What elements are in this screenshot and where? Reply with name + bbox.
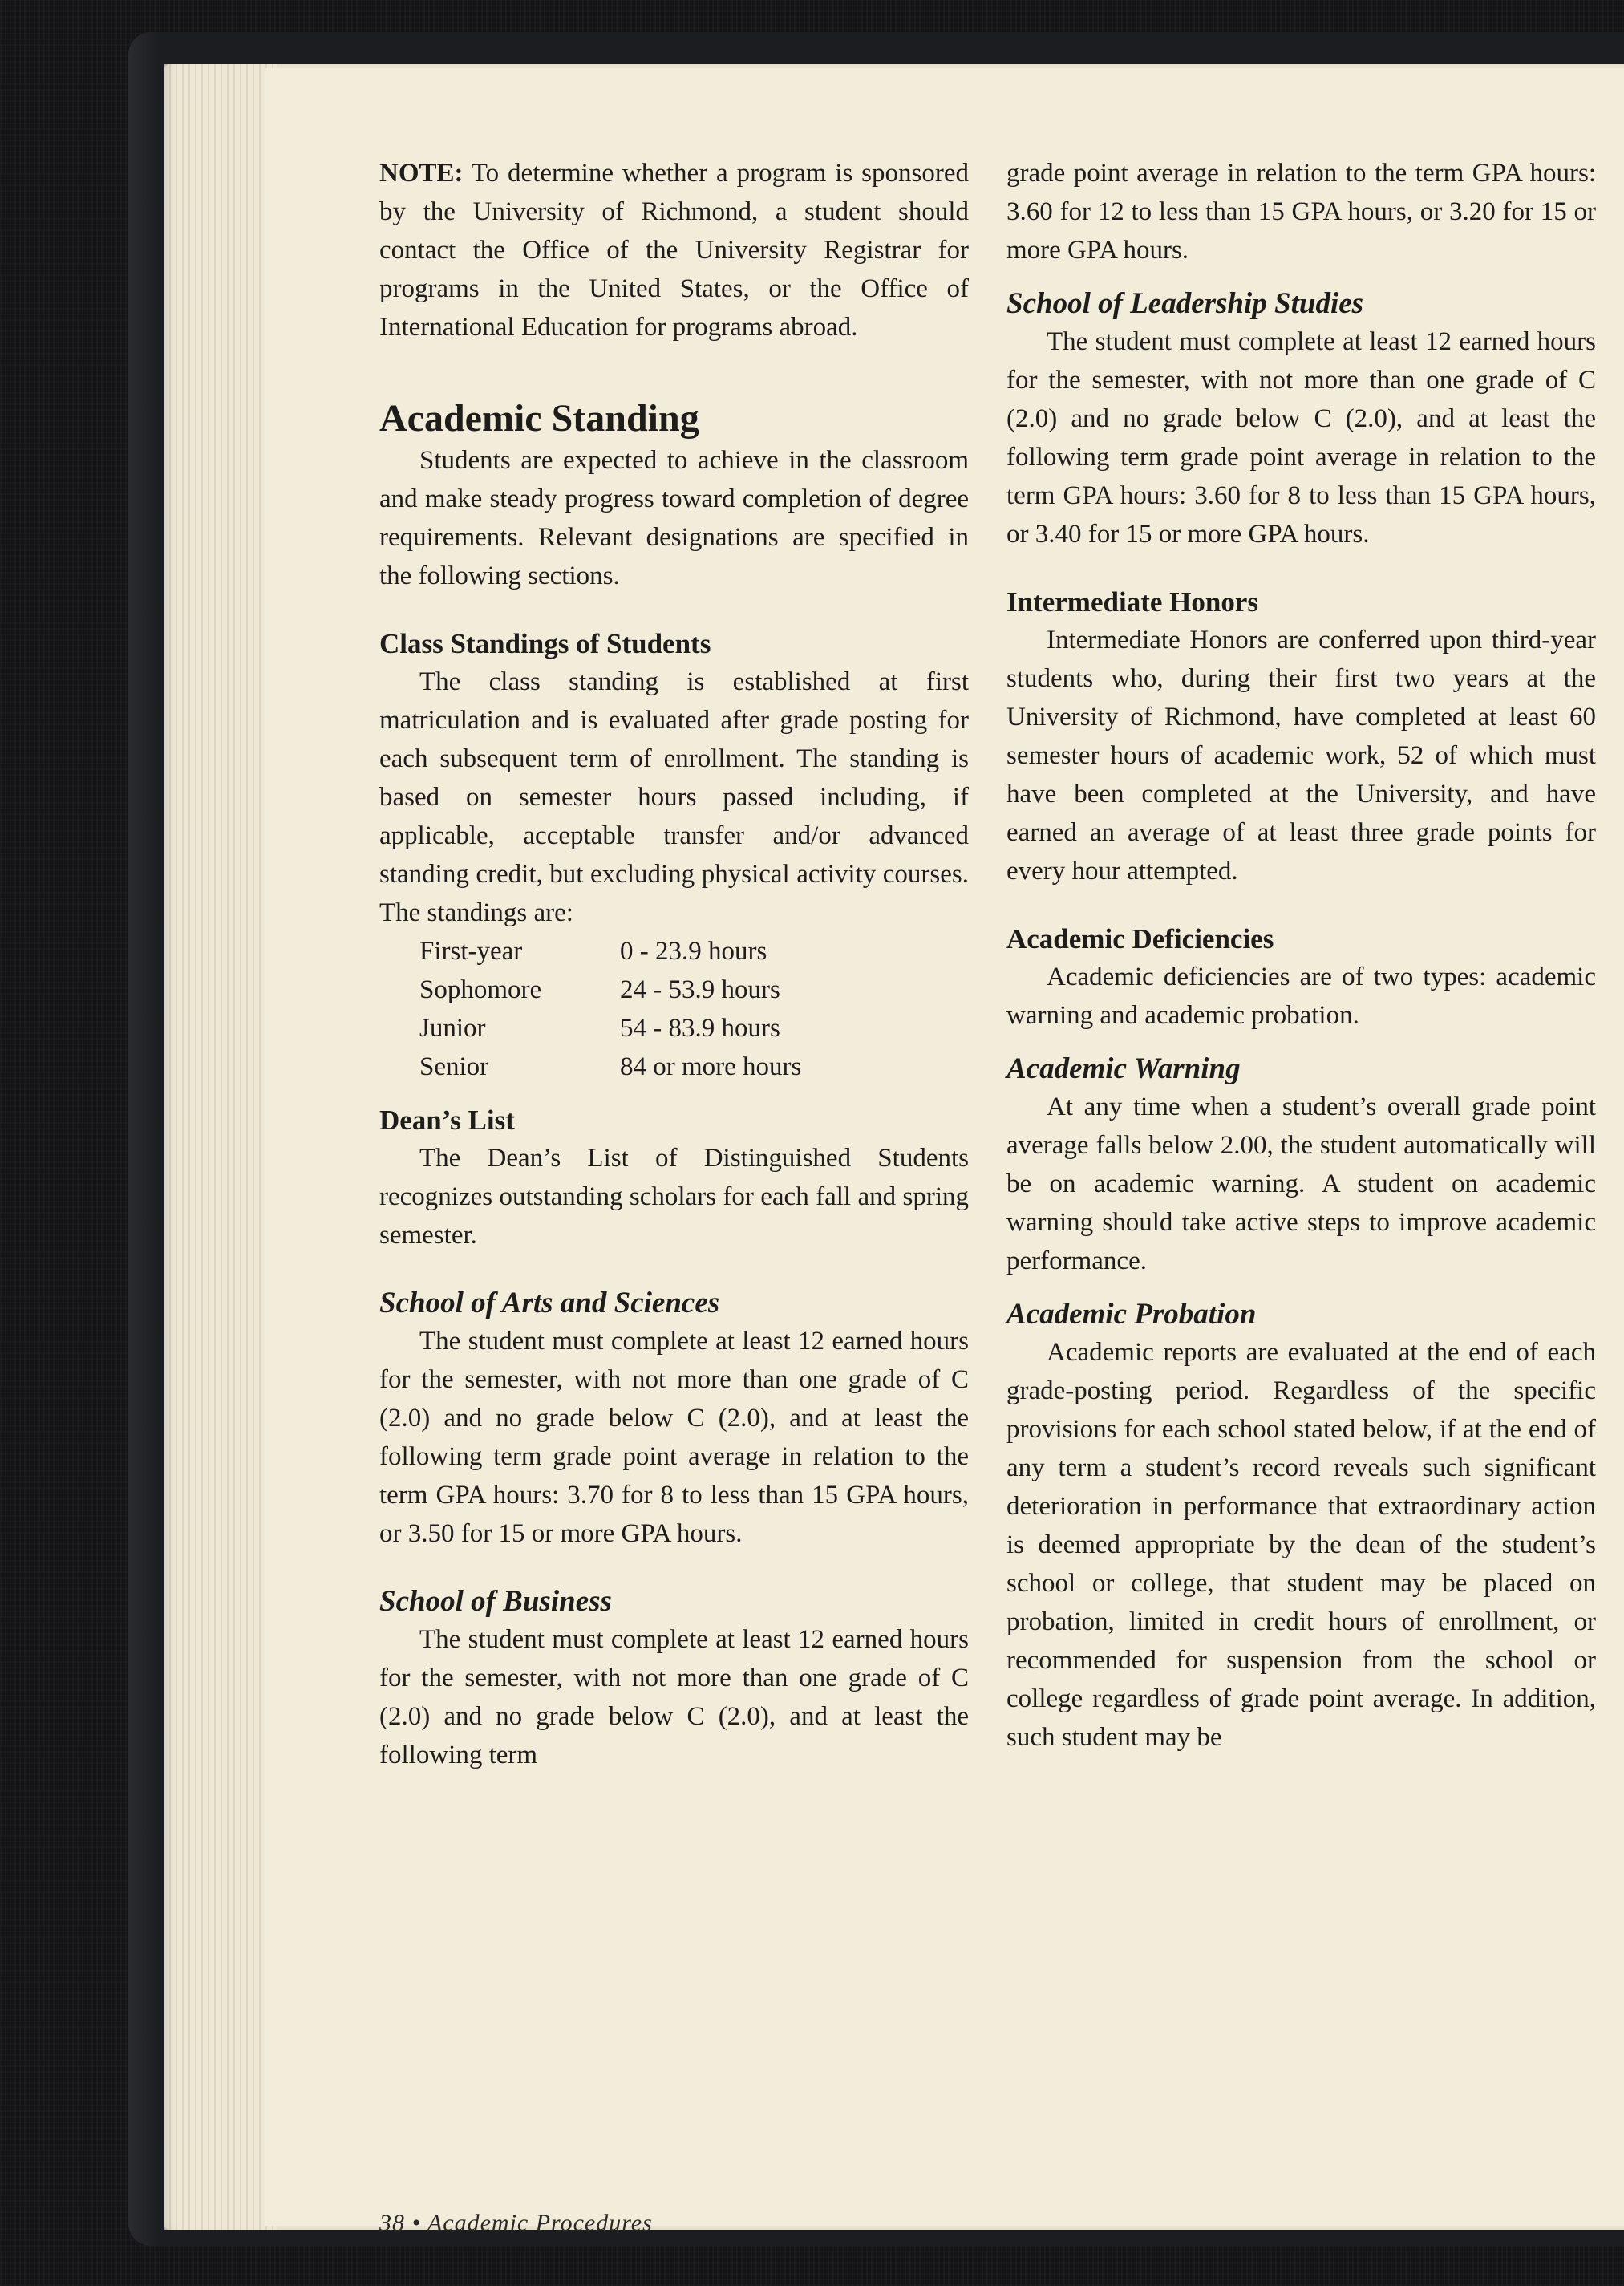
standing-level: Sophomore <box>419 975 542 1004</box>
academic-standing-intro: Students are expected to achieve in the classroom and make steady progress toward completion of degree requirements. Relevant designations are specified in the following sections. <box>379 446 969 590</box>
standings-row <box>419 971 969 1009</box>
intermediate-honors-heading: Intermediate Honors <box>1006 586 1258 618</box>
arts-sciences-heading: School of Arts and Sciences <box>379 1287 720 1319</box>
book-page <box>265 68 1624 2236</box>
class-standings-heading: Class Standings of Students <box>379 628 711 659</box>
standings-row <box>419 1009 969 1048</box>
business-text-right: grade point average in relation to the term GPA hours: 3.60 for 12 to less than 15 GPA hours, or 3.20 for 15 or more GPA hours. <box>1006 159 1596 265</box>
standing-hours: 54 - 83.9 hours <box>620 1014 780 1043</box>
standing-level: First-year <box>419 937 523 966</box>
business-text-left: The student must complete at least 12 earned hours for the semester, with not more than one grade of C (2.0) and no grade below C (2.0), and at least the following term <box>379 1625 969 1769</box>
note-text: To determine whether a program is sponsored by the University of Richmond, a student should contact the Office of the University Registrar for programs in the United States, or the Office of International Education for programs abroad. <box>379 159 969 342</box>
deficiencies-heading: Academic Deficiencies <box>1006 923 1274 955</box>
deans-list-text: The Dean’s List of Distinguished Students recognizes outstanding scholars for each fall and spring semester. <box>379 1144 969 1250</box>
leadership-heading: School of Leadership Studies <box>1006 287 1364 320</box>
warning-heading: Academic Warning <box>1006 1052 1241 1085</box>
right-column <box>1006 154 1596 1757</box>
standing-level: Senior <box>419 1052 489 1081</box>
standing-hours: 24 - 53.9 hours <box>620 975 780 1004</box>
standing-hours: 0 - 23.9 hours <box>620 937 767 966</box>
page-footer: 38 • Academic Procedures <box>379 2210 653 2236</box>
probation-text: Academic reports are evaluated at the end of each grade-posting period. Regardless of the specific provisions for each school stated below, if at the end of any term a student’s record reveals such significant deterioration in performance that extraordinary action is deemed appropriate by the dean of the student’s school or college, that student may be placed on probation, limited in credit hours of enrollment, or recommended for suspension from the school or college regardless of grade point average. In addition, such student may be <box>1006 1338 1596 1752</box>
standing-hours: 84 or more hours <box>620 1052 802 1081</box>
deficiencies-text: Academic deficiencies are of two types: academic warning and academic probation. <box>1006 963 1596 1030</box>
intermediate-honors-text: Intermediate Honors are conferred upon third-year students who, during their first two years at the University of Richmond, have completed at least 60 semester hours of academic work, 52 of which must have been completed at the University, and have earned an average of at least three grade points for every hour attempted. <box>1006 626 1596 886</box>
academic-standing-heading: Academic Standing <box>379 397 699 440</box>
class-standings-text: The class standing is established at first matriculation and is evaluated after grade posting for each subsequent term of enrollment. The standing is based on semester hours passed including, if applicable, acceptable transfer and/or advanced standing credit, but excluding physical activity courses. The standings are: <box>379 667 969 927</box>
left-column <box>379 154 969 1774</box>
leadership-text: The student must complete at least 12 earned hours for the semester, with not more than one grade of C (2.0) and no grade below C (2.0), and at least the following term grade point average in relation to the term GPA hours: 3.60 for 8 to less than 15 GPA hours, or 3.40 for 15 or more GPA hours. <box>1006 327 1596 549</box>
deans-list-heading: Dean’s List <box>379 1104 515 1136</box>
arts-sciences-text: The student must complete at least 12 earned hours for the semester, with not more than one grade of C (2.0) and no grade below C (2.0), and at least the following term grade point average in relation to the term GPA hours: 3.70 for 8 to less than 15 GPA hours, or 3.50 for 15 or more GPA hours. <box>379 1327 969 1548</box>
standings-row <box>419 1048 969 1086</box>
probation-heading: Academic Probation <box>1006 1298 1257 1331</box>
business-heading: School of Business <box>379 1585 612 1618</box>
warning-text: At any time when a student’s overall grade point average falls below 2.00, the student automatically will be on academic warning. A student on academic warning should take active steps to improve academic performance. <box>1006 1092 1596 1275</box>
note-paragraph <box>379 154 969 347</box>
standings-table <box>419 932 969 1086</box>
standings-row <box>419 932 969 971</box>
standing-level: Junior <box>419 1014 486 1043</box>
note-lead: NOTE: <box>379 159 464 188</box>
